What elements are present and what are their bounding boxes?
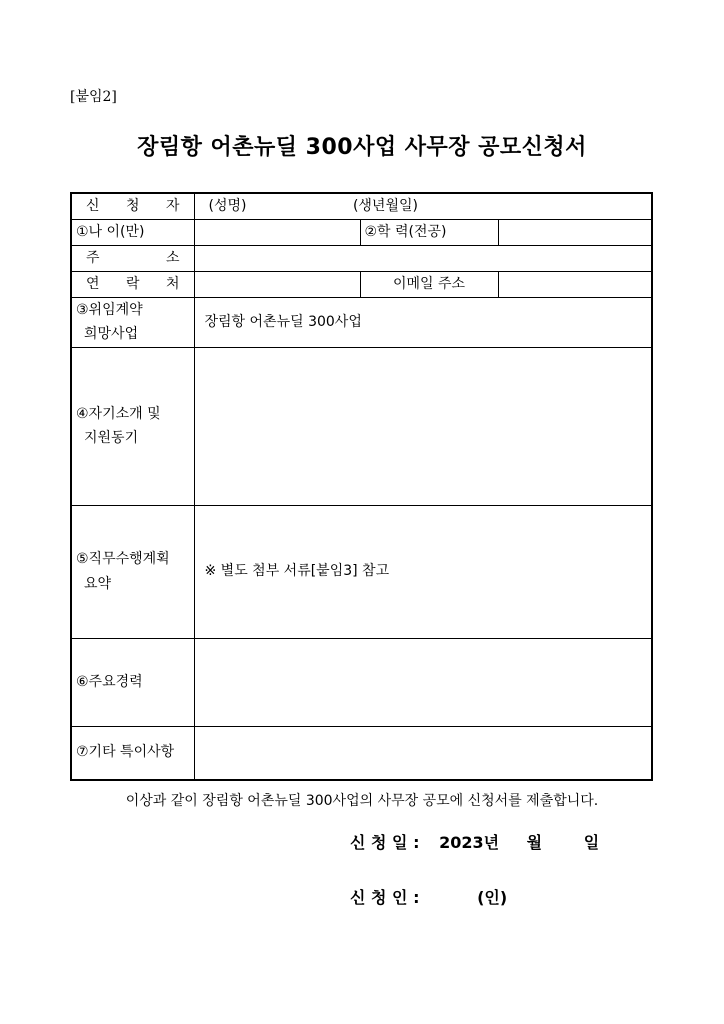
row-career [71, 638, 652, 726]
plan-label-line2: 요약 [84, 575, 112, 592]
other-field[interactable] [194, 726, 652, 780]
age-field[interactable] [194, 219, 360, 245]
career-label: ⑥주요경력 [71, 638, 194, 726]
contact-label: 연 락 처 [71, 271, 194, 297]
project-label [71, 297, 194, 347]
other-label: ⑦기타 특이사항 [71, 726, 194, 780]
applicant-signature [350, 885, 507, 908]
row-contact [71, 271, 652, 297]
address-label: 주 소 [71, 245, 194, 271]
application-date [350, 830, 599, 853]
birth-label: (생년월일) [352, 197, 418, 214]
date-year: 2023년 [439, 833, 500, 852]
age-label: ①나 이(만) [71, 219, 194, 245]
row-age-education [71, 219, 652, 245]
name-label: (성명) [208, 197, 247, 214]
row-address [71, 245, 652, 271]
contact-field[interactable] [194, 271, 360, 297]
row-intro [71, 347, 652, 505]
project-label-line2: 희망사업 [84, 326, 139, 342]
education-label: ②학 력(전공) [360, 219, 498, 245]
career-field[interactable] [194, 638, 652, 726]
attachment-label: [붙임2] [70, 89, 117, 105]
date-label: 신 청 일 : [350, 833, 420, 852]
row-other [71, 726, 652, 780]
row-plan [71, 505, 652, 638]
project-label-line1: ③위임계약 [76, 301, 143, 318]
intro-label-line1: ④자기소개 및 [76, 405, 161, 422]
row-project [71, 297, 652, 347]
applicant-field[interactable] [194, 193, 652, 219]
email-field[interactable] [498, 271, 652, 297]
plan-label-line1: ⑤직무수행계획 [76, 551, 170, 567]
address-field[interactable] [194, 245, 652, 271]
applicant-label: 신 청 자 [71, 193, 194, 219]
email-label: 이메일 주소 [360, 271, 498, 297]
intro-field[interactable] [194, 347, 652, 505]
date-month: 월 [526, 833, 543, 852]
education-field[interactable] [498, 219, 652, 245]
intro-label [71, 347, 194, 505]
row-applicant [71, 193, 652, 219]
seal-mark: (인) [477, 888, 508, 907]
project-field[interactable]: 장림항 어촌뉴딜 300사업 [194, 297, 652, 347]
signature-applicant-label: 신 청 인 : [350, 888, 420, 907]
page-title: 장림항 어촌뉴딜 300사업 사무장 공모신청서 [137, 135, 587, 160]
plan-field[interactable]: ※ 별도 첨부 서류[붙임3] 참고 [194, 505, 652, 638]
declaration-text: 이상과 같이 장림항 어촌뉴딜 300사업의 사무장 공모에 신청서를 제출합니다. [125, 793, 599, 809]
date-day: 일 [583, 833, 600, 852]
plan-label [71, 505, 194, 638]
application-form [70, 192, 653, 781]
intro-label-line2: 지원동기 [84, 430, 139, 446]
